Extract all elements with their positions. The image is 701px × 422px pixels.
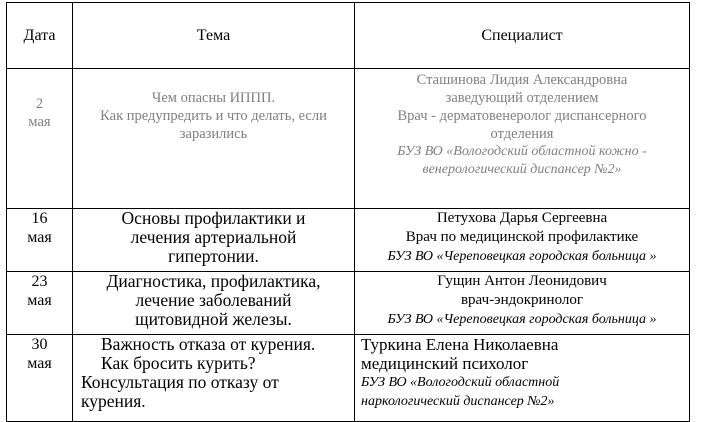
specialist-position: врач-эндокринолог <box>460 292 584 308</box>
topic-cell <box>73 272 355 335</box>
specialist-position: Врач по медицинской профилактике <box>405 229 639 245</box>
specialist-name: Петухова Дарья Сергеевна <box>436 210 608 226</box>
topic-line: гипертонии. <box>168 246 259 266</box>
date-day: 30 <box>31 336 48 353</box>
specialist-position: заведующий отделением <box>445 90 599 106</box>
topic-line: Важность отказа от курения. <box>101 334 316 354</box>
specialist-name: Сташинова Лидия Александровна <box>416 72 628 88</box>
topic-line: Как бросить курить? <box>101 353 256 373</box>
specialist-cell <box>355 272 690 335</box>
specialist-organization: БУЗ ВО «Вологодский областной кожно - <box>397 144 647 159</box>
table-row <box>7 272 690 335</box>
specialist-name: Туркина Елена Николаевна <box>361 335 559 354</box>
topic-line: Как предупредить и что делать, если <box>100 108 327 124</box>
date-cell <box>7 335 73 422</box>
date-month: мая <box>27 355 52 372</box>
specialist-organization: венерологический диспансер №2» <box>422 162 622 177</box>
topic-line: Основы профилактики и <box>121 208 306 228</box>
topic-line: Чем опасны ИППП. <box>151 90 276 106</box>
specialist-position: Врач - дерматовенеролог диспансерного <box>397 108 647 124</box>
specialist-organization: БУЗ ВО «Череповецкая городская больница » <box>387 312 657 327</box>
topic-line: Диагностика, профилактика, <box>106 271 321 291</box>
date-cell <box>7 272 73 335</box>
date-month: мая <box>28 114 51 130</box>
specialist-cell <box>355 335 690 422</box>
topic-line: лечение заболеваний <box>135 290 292 310</box>
date-month: мая <box>27 292 52 309</box>
table-row <box>7 69 690 209</box>
date-day: 16 <box>31 210 48 227</box>
topic-line: Консультация по отказу от <box>81 372 279 392</box>
specialist-cell <box>355 69 690 209</box>
header-specialist: Специалист <box>355 3 690 69</box>
date-cell <box>7 69 73 209</box>
date-cell <box>7 209 73 272</box>
topic-line: лечения артериальной <box>130 227 297 247</box>
table-row <box>7 335 690 422</box>
schedule-table <box>6 2 690 422</box>
header-topic: Тема <box>73 3 355 69</box>
date-day: 2 <box>35 96 44 112</box>
specialist-position: отделения <box>490 126 554 142</box>
topic-line: заразились <box>179 126 248 142</box>
specialist-organization: наркологический диспансер №2» <box>361 394 555 409</box>
specialist-position: медицинский психолог <box>361 354 529 373</box>
table-row <box>7 209 690 272</box>
topic-line: щитовидной железы. <box>135 309 292 329</box>
date-day: 23 <box>31 273 48 290</box>
table-header-row <box>7 3 690 69</box>
topic-cell <box>73 335 355 422</box>
specialist-name: Гущин Антон Леонидович <box>437 273 607 289</box>
header-date: Дата <box>7 3 73 69</box>
specialist-organization: БУЗ ВО «Вологодский областной <box>361 375 560 390</box>
specialist-organization: БУЗ ВО «Череповецкая городская больница » <box>387 249 657 264</box>
topic-cell <box>73 209 355 272</box>
date-month: мая <box>27 229 52 246</box>
topic-cell <box>73 69 355 209</box>
specialist-cell <box>355 209 690 272</box>
topic-line: курения. <box>81 391 146 411</box>
